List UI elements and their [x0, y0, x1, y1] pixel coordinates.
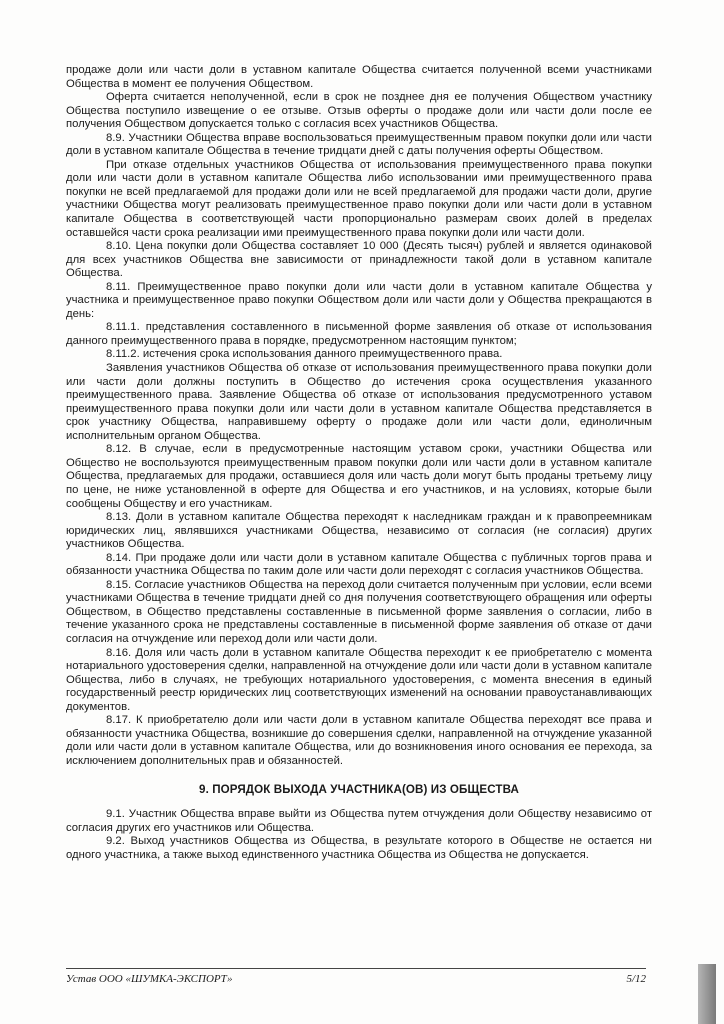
document-body	[66, 64, 652, 862]
footer-doc-title: Устав ООО «ШУМКА-ЭКСПОРТ»	[66, 973, 233, 985]
scan-edge-shadow	[698, 964, 716, 1024]
clause-8-10: 8.10. Цена покупки доли Общества составляет 10 000 (Десять тысяч) рублей и является одинаковой для всех участников Общества вне зависимости от принадлежности такой доли в уставном капитале Общества.	[66, 240, 652, 280]
clause-8-17: 8.17. К приобретателю доли или части доли в уставном капитале Общества переходят все права и обязанности участника Общества, возникшие до совершения сделки, направленной на отчуждение указанной доли или части доли в уставном капитале Общества, или до возникновения иного основания ее перехода, за исключением дополнительных прав и обязанностей.	[66, 714, 652, 767]
clause-8-11-2: 8.11.2. истечения срока использования данного преимущественного права.	[106, 348, 503, 361]
clause-9-1: 9.1. Участник Общества вправе выйти из Общества путем отчуждения доли Обществу независимо от согласия других его участников или Общества.	[66, 807, 652, 834]
clause-8-15: 8.15. Согласие участников Общества на переход доли считается полученным при условии, если всеми участниками Общества в течение тридцати дней со дня получения соответствующего обращения или оферты Обществом, в Общество представлены составленные в письменной форме заявления о согласии, либо в течение указанного срока не представлены составленные в письменной форме заявления об отказе от дачи согласия на отчуждение или переход доли или части доли.	[66, 578, 652, 645]
clause-9-2: 9.2. Выход участников Общества из Общества, в результате которого в Обществе не остается ни одного участника, а также выход единственного участника Общества из Общества не допускается.	[66, 835, 652, 861]
clause-8-14: 8.14. При продаже доли или части доли в уставном капитале Общества с публичных торгов права и обязанности участника Общества по таким доле или части доли переходят с согласия участников Общества.	[66, 551, 652, 578]
clause-8-13: 8.13. Доли в уставном капитале Общества переходят к наследникам граждан и к правопреемникам юридических лиц, являвшихся участниками Общества, независимо от согласия (не согласия) других участников Общества.	[66, 511, 652, 551]
clause-8-11-1: 8.11.1. представления составленного в письменной форме заявления об отказе от использования данного преимущественного права в порядке, предусмотренном настоящим пунктом;	[66, 321, 652, 347]
page-footer	[66, 968, 646, 985]
section-heading: 9. ПОРЯДОК ВЫХОДА УЧАСТНИКА(ОВ) ИЗ ОБЩЕСТВА	[199, 783, 519, 797]
clause-8-12: 8.12. В случае, если в предусмотренные настоящим уставом сроки, участники Общества или Общество не воспользуются преимущественным правом покупки доли или части доли в уставном капитале Общества, предлагаемых для продажи, оставшиеся доля или часть доли могут быть проданы третьему лицу по цене, не ниже установленной в оферте для Общества и его участников, и на условиях, которые были сообщены Обществу и его участникам.	[66, 443, 652, 510]
paragraph: При отказе отдельных участников Общества от использования преимущественного права покупки доли или части доли в уставном капитале Общества либо использовании ими преимущественного права покупки не всей предлагаемой для продажи доли или не всей предлагаемой для продажи части доли, другие участники Общества могут реализовать преимущественное право покупки доли или части доли в уставном капитале Общества в соответствующей части пропорционально размерам своих долей в пределах оставшейся части срока реализации ими преимущественного права покупки доли или части доли.	[66, 158, 652, 239]
clause-8-11: 8.11. Преимущественное право покупки доли или части доли в уставном капитале Общества у участника и преимущественное право покупки Обществом доли или части доли у Общества прекращаются в день:	[66, 280, 652, 320]
paragraph: Заявления участников Общества об отказе от использования преимущественного права покупки доли или части доли должны поступить в Общество до истечения срока осуществления указанного преимущественного права. Заявление Общества об отказе от использования предусмотренного уставом преимущественного права покупки доли или части доли в уставном капитале Общества представляется в срок участнику Общества, направившему оферту о продаже доли или части доли, единоличным исполнительным органом Общества.	[66, 362, 652, 442]
paragraph: продаже доли или части доли в уставном капитале Общества считается полученной всеми участниками Общества в момент ее получения Обществом.	[66, 64, 652, 90]
clause-8-16: 8.16. Доля или часть доли в уставном капитале Общества переходит к ее приобретателю с момента нотариального удостоверения сделки, направленной на отчуждение доли или части доли в уставном капитале Общества, либо в случаях, не требующих нотариального удостоверения, с момента внесения в единый государственный реестр юридических лиц соответствующих изменений на основании правоустанавливающих документов.	[66, 646, 652, 713]
clause-8-9: 8.9. Участники Общества вправе воспользоваться преимущественным правом покупки доли или части доли в уставном капитале Общества в течение тридцати дней с даты получения оферты Обществом.	[66, 131, 652, 158]
page-number: 5/12	[626, 973, 646, 985]
paragraph: Оферта считается неполученной, если в срок не позднее дня ее получения Обществом участнику Общества поступило извещение о ее отзыве. Отзыв оферты о продаже доли или части доли после ее получения Обществом допускается только с согласия всех участников Общества.	[66, 91, 652, 131]
